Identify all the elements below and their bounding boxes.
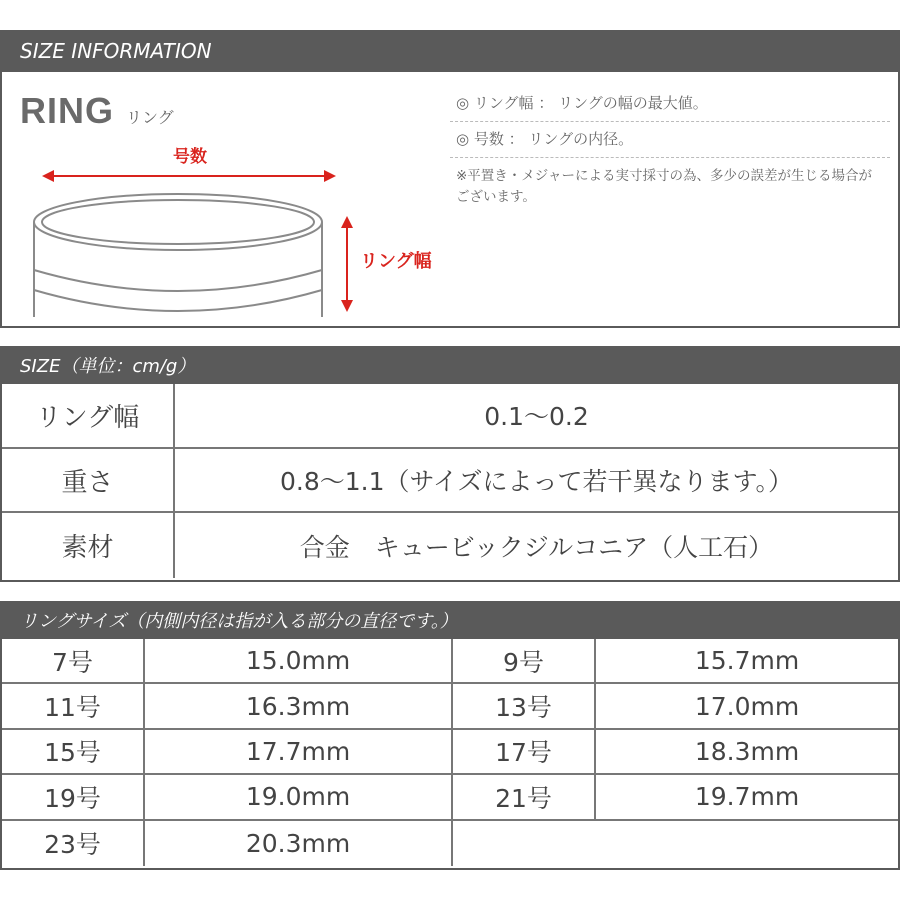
spec-label: リング幅 — [2, 384, 175, 447]
size-number: 15号 — [2, 730, 145, 773]
size-number: 11号 — [2, 684, 145, 727]
spec-value: 合金 キュービックジルコニア（人工石） — [299, 532, 774, 562]
info-panel — [450, 86, 890, 216]
size-number: 19号 — [2, 775, 145, 818]
spec-header — [0, 346, 900, 384]
info-line-size: ◎ 号数 ： リングの内径。 — [450, 122, 890, 158]
table-row — [2, 639, 898, 684]
spec-row-width — [2, 384, 898, 449]
size-number: 21号 — [453, 775, 596, 818]
table-row — [2, 821, 898, 866]
spec-table — [0, 384, 900, 582]
size-label: 号数 — [173, 147, 207, 167]
ring-diagram — [20, 132, 460, 322]
ring-size-table — [0, 639, 900, 870]
ring-title — [20, 90, 174, 132]
spec-label: 重さ — [2, 449, 175, 512]
size-number: 13号 — [453, 684, 596, 727]
size-diameter: 18.3mm — [694, 736, 800, 766]
width-label: リング幅 — [360, 251, 432, 272]
size-diameter: 17.7mm — [145, 730, 453, 773]
ring-title-en: RING — [20, 90, 114, 131]
size-number: 7号 — [2, 639, 145, 682]
size-information-header — [0, 30, 900, 72]
ring-size-header — [0, 601, 900, 639]
info-line-width: ◎ リング幅 ： リングの幅の最大値。 — [450, 86, 890, 122]
spec-row-weight — [2, 449, 898, 514]
spec-row-material — [2, 513, 898, 578]
spec-label: 素材 — [2, 513, 175, 578]
table-row — [2, 684, 898, 729]
size-diameter: 19.7mm — [694, 782, 800, 812]
size-diameter: 20.3mm — [145, 821, 453, 866]
size-number: 17号 — [453, 730, 596, 773]
measurement-note: ※平置き・メジャーによる実寸採寸の為、多少の誤差が生じる場合がございます。 — [456, 168, 873, 205]
table-row — [2, 730, 898, 775]
size-diameter: 15.7mm — [694, 646, 800, 676]
spec-value: 0.8～1.1（サイズによって若干異なります。） — [279, 467, 794, 497]
empty-cell — [453, 821, 898, 866]
table-row — [2, 775, 898, 820]
size-diameter: 19.0mm — [145, 775, 453, 818]
spec-title: SIZE（単位：cm/g） — [20, 356, 196, 377]
size-number: 9号 — [453, 639, 596, 682]
size-number: 23号 — [2, 821, 145, 866]
size-information-panel — [0, 72, 900, 328]
ring-size-title: リングサイズ（内側内径は指が入る部分の直径です。） — [20, 611, 458, 632]
ring-title-jp: リング — [126, 108, 174, 127]
size-diameter: 17.0mm — [694, 691, 800, 721]
size-diameter: 16.3mm — [145, 684, 453, 727]
width-arrow-icon — [341, 216, 353, 312]
spec-value: 0.1～0.2 — [484, 402, 589, 432]
ring-icon — [34, 194, 322, 317]
size-information-title: SIZE INFORMATION — [20, 39, 212, 63]
size-arrow-icon — [42, 170, 336, 182]
size-diameter: 15.0mm — [145, 639, 453, 682]
